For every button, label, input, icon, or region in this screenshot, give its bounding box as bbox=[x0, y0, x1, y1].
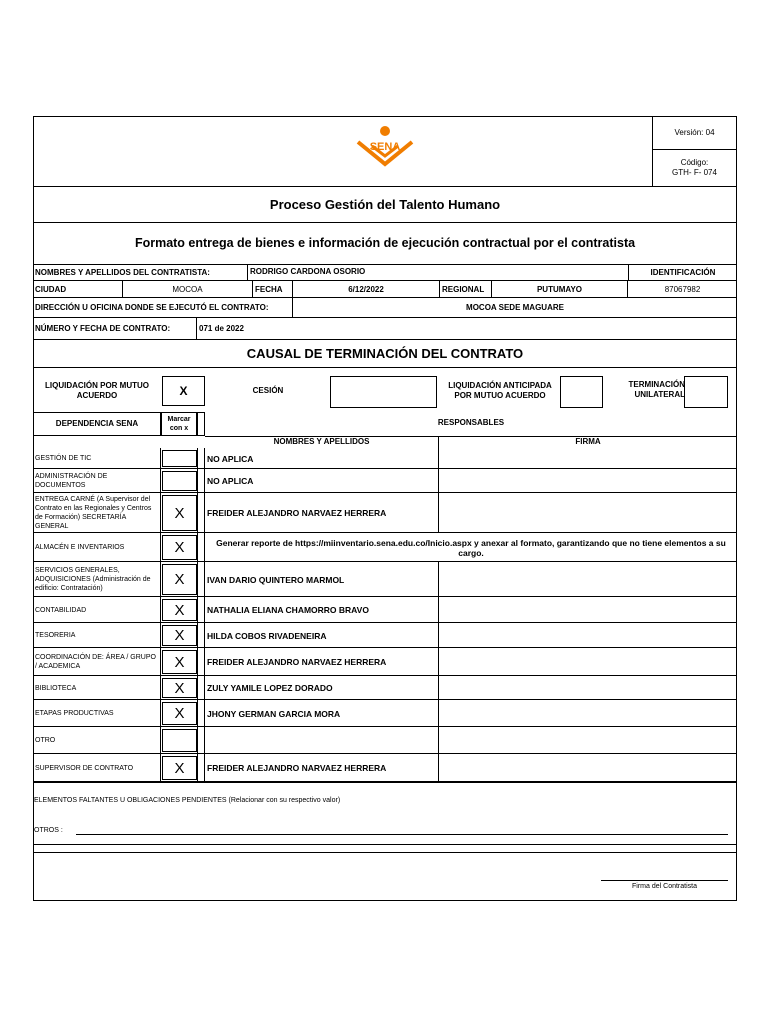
dependency-cell: COORDINACIÓN DE: ÁREA / GRUPO / ACADEMICA bbox=[33, 648, 161, 676]
logo-text: SENA bbox=[369, 141, 401, 153]
process-title: Proceso Gestión del Talento Humano bbox=[269, 196, 501, 212]
name-cell: NO APLICA bbox=[205, 469, 439, 493]
name-cell: NATHALIA ELIANA CHAMORRO BRAVO bbox=[205, 597, 439, 623]
spacer-cell bbox=[197, 412, 205, 436]
name-cell: FREIDER ALEJANDRO NARVAEZ HERRERA bbox=[205, 648, 439, 676]
spacer-cell bbox=[197, 469, 205, 493]
mark-cell[interactable]: X bbox=[162, 535, 197, 560]
mark-cell[interactable]: X bbox=[162, 564, 197, 595]
mark-cell[interactable]: X bbox=[162, 702, 197, 725]
dependency-cell: GESTIÓN DE TIC bbox=[33, 448, 161, 469]
spacer-cell bbox=[197, 448, 205, 469]
divider bbox=[33, 844, 737, 845]
name-cell: Generar reporte de https://miinventario.sena.edu.co/Inicio.aspx y anexar al formato, garantizando que no tiene elementos a su cargo. bbox=[216, 537, 726, 558]
spacer-cell bbox=[197, 648, 205, 676]
signature-cell[interactable] bbox=[439, 754, 737, 782]
code-value: GTH- F- 074 bbox=[672, 168, 717, 177]
regional-value: PUTUMAYO bbox=[492, 281, 628, 298]
id-value: 87067982 bbox=[664, 284, 701, 294]
date-value: 6/12/2022 bbox=[293, 281, 440, 298]
spacer-cell bbox=[197, 533, 205, 562]
signature-cell[interactable] bbox=[439, 493, 737, 533]
mark-cell[interactable]: X bbox=[162, 599, 197, 621]
signature-cell[interactable] bbox=[439, 597, 737, 623]
mark-cell[interactable] bbox=[162, 471, 197, 491]
city-label: CIUDAD bbox=[33, 281, 123, 298]
sign-header: FIRMA bbox=[575, 437, 601, 446]
name-cell bbox=[205, 727, 439, 754]
spacer-cell bbox=[197, 700, 205, 727]
spacer-cell bbox=[197, 623, 205, 648]
anticipada-checkbox[interactable] bbox=[560, 376, 603, 408]
format-title: Formato entrega de bienes e información de ejecución contractual por el contratista bbox=[134, 236, 636, 250]
names-header: NOMBRES Y APELLIDOS bbox=[205, 436, 439, 448]
version-text: Versión: 04 bbox=[674, 128, 715, 137]
name-cell: FREIDER ALEJANDRO NARVAEZ HERRERA bbox=[205, 493, 439, 533]
name-cell: JHONY GERMAN GARCIA MORA bbox=[205, 700, 439, 727]
divider bbox=[33, 852, 737, 853]
office-value: MOCOA SEDE MAGUARE bbox=[466, 303, 564, 312]
signature-cell[interactable] bbox=[439, 648, 737, 676]
mark-cell[interactable]: X bbox=[162, 650, 197, 674]
signature-cell[interactable] bbox=[439, 727, 737, 754]
dependency-cell: TESORERIA bbox=[33, 623, 161, 648]
name-cell: IVAN DARIO QUINTERO MARMOL bbox=[205, 562, 439, 597]
dependency-cell: ADMINISTRACIÓN DE DOCUMENTOS bbox=[33, 469, 161, 493]
names-label: NOMBRES Y APELLIDOS DEL CONTRATISTA: bbox=[33, 264, 248, 281]
mark-cell[interactable] bbox=[162, 450, 197, 467]
contract-value: 071 de 2022 bbox=[199, 324, 244, 333]
signature-cell[interactable] bbox=[439, 700, 737, 727]
dependency-cell: BIBLIOTECA bbox=[33, 676, 161, 700]
dependency-cell: ALMACÉN E INVENTARIOS bbox=[33, 533, 161, 562]
dependency-cell: ENTREGA CARNÉ (A Supervisor del Contrato en las Regionales y Centros de Formación) SECRETARÍA GENERAL bbox=[33, 493, 161, 533]
anticipada-label: LIQUIDACIÓN ANTICIPADA POR MUTUO ACUERDO bbox=[448, 381, 552, 400]
signature-cell[interactable] bbox=[439, 562, 737, 597]
name-cell: ZULY YAMILE LOPEZ DORADO bbox=[205, 676, 439, 700]
mutual-label: LIQUIDACIÓN POR MUTUO ACUERDO bbox=[45, 381, 149, 400]
name-cell: NO APLICA bbox=[205, 448, 439, 469]
name-cell: HILDA COBOS RIVADENEIRA bbox=[205, 623, 439, 648]
spacer-cell bbox=[197, 562, 205, 597]
causal-title: CAUSAL DE TERMINACIÓN DEL CONTRATO bbox=[33, 340, 737, 368]
dependency-cell: SERVICIOS GENERALES, ADQUISICIONES (Administración de edificio: Contratación) bbox=[33, 562, 161, 597]
dep-header: DEPENDENCIA SENA bbox=[33, 412, 161, 436]
unilateral-label: TERMINACIÓN UNILATERAL bbox=[628, 380, 685, 399]
city-value: MOCOA bbox=[123, 281, 253, 298]
mark-cell[interactable]: X bbox=[162, 756, 197, 780]
mark-cell[interactable]: X bbox=[162, 625, 197, 646]
signature-cell[interactable] bbox=[439, 448, 737, 469]
spacer-cell bbox=[197, 727, 205, 754]
dependency-cell: ETAPAS PRODUCTIVAS bbox=[33, 700, 161, 727]
signature-line[interactable] bbox=[601, 880, 728, 881]
code-label: Código: bbox=[680, 158, 709, 167]
date-label: FECHA bbox=[253, 281, 293, 298]
mark-header: Marcar con x bbox=[161, 412, 197, 436]
mutual-checkbox[interactable]: X bbox=[162, 376, 205, 406]
resp-header: RESPONSABLES bbox=[437, 418, 505, 427]
regional-label: REGIONAL bbox=[440, 281, 492, 298]
dependency-cell: OTRO bbox=[33, 727, 161, 754]
mark-cell[interactable]: X bbox=[162, 678, 197, 698]
cesion-checkbox[interactable] bbox=[330, 376, 437, 408]
divider bbox=[33, 782, 737, 783]
office-label: DIRECCIÓN U OFICINA DONDE SE EJECUTÓ EL CONTRATO: bbox=[33, 298, 293, 318]
spacer-cell bbox=[197, 493, 205, 533]
spacer-cell bbox=[197, 597, 205, 623]
name-cell: FREIDER ALEJANDRO NARVAEZ HERRERA bbox=[205, 754, 439, 782]
contract-label: NÚMERO Y FECHA DE CONTRATO: bbox=[33, 318, 197, 340]
cesion-label: CESIÓN bbox=[252, 386, 284, 395]
dependency-cell: SUPERVISOR DE CONTRATO bbox=[33, 754, 161, 782]
signature-cell[interactable] bbox=[439, 676, 737, 700]
pending-text: ELEMENTOS FALTANTES U OBLIGACIONES PENDIENTES (Relacionar con su respectivo valor) bbox=[34, 797, 341, 804]
signature-cell[interactable] bbox=[439, 623, 737, 648]
mark-cell[interactable]: X bbox=[162, 495, 197, 531]
otros-line[interactable] bbox=[76, 834, 728, 835]
names-value: RODRIGO CARDONA OSORIO bbox=[250, 266, 366, 276]
otros-label: OTROS : bbox=[34, 827, 63, 834]
spacer-cell bbox=[197, 754, 205, 782]
id-label: IDENTIFICACIÓN bbox=[628, 264, 737, 281]
dependency-cell: CONTABILIDAD bbox=[33, 597, 161, 623]
spacer-cell bbox=[197, 676, 205, 700]
signature-cell[interactable] bbox=[439, 469, 737, 493]
logo bbox=[352, 124, 418, 174]
mark-cell[interactable] bbox=[162, 729, 197, 752]
sena-logo-icon bbox=[352, 124, 418, 174]
unilateral-checkbox[interactable] bbox=[684, 376, 728, 408]
signature-label: Firma del Contratista bbox=[632, 883, 697, 890]
